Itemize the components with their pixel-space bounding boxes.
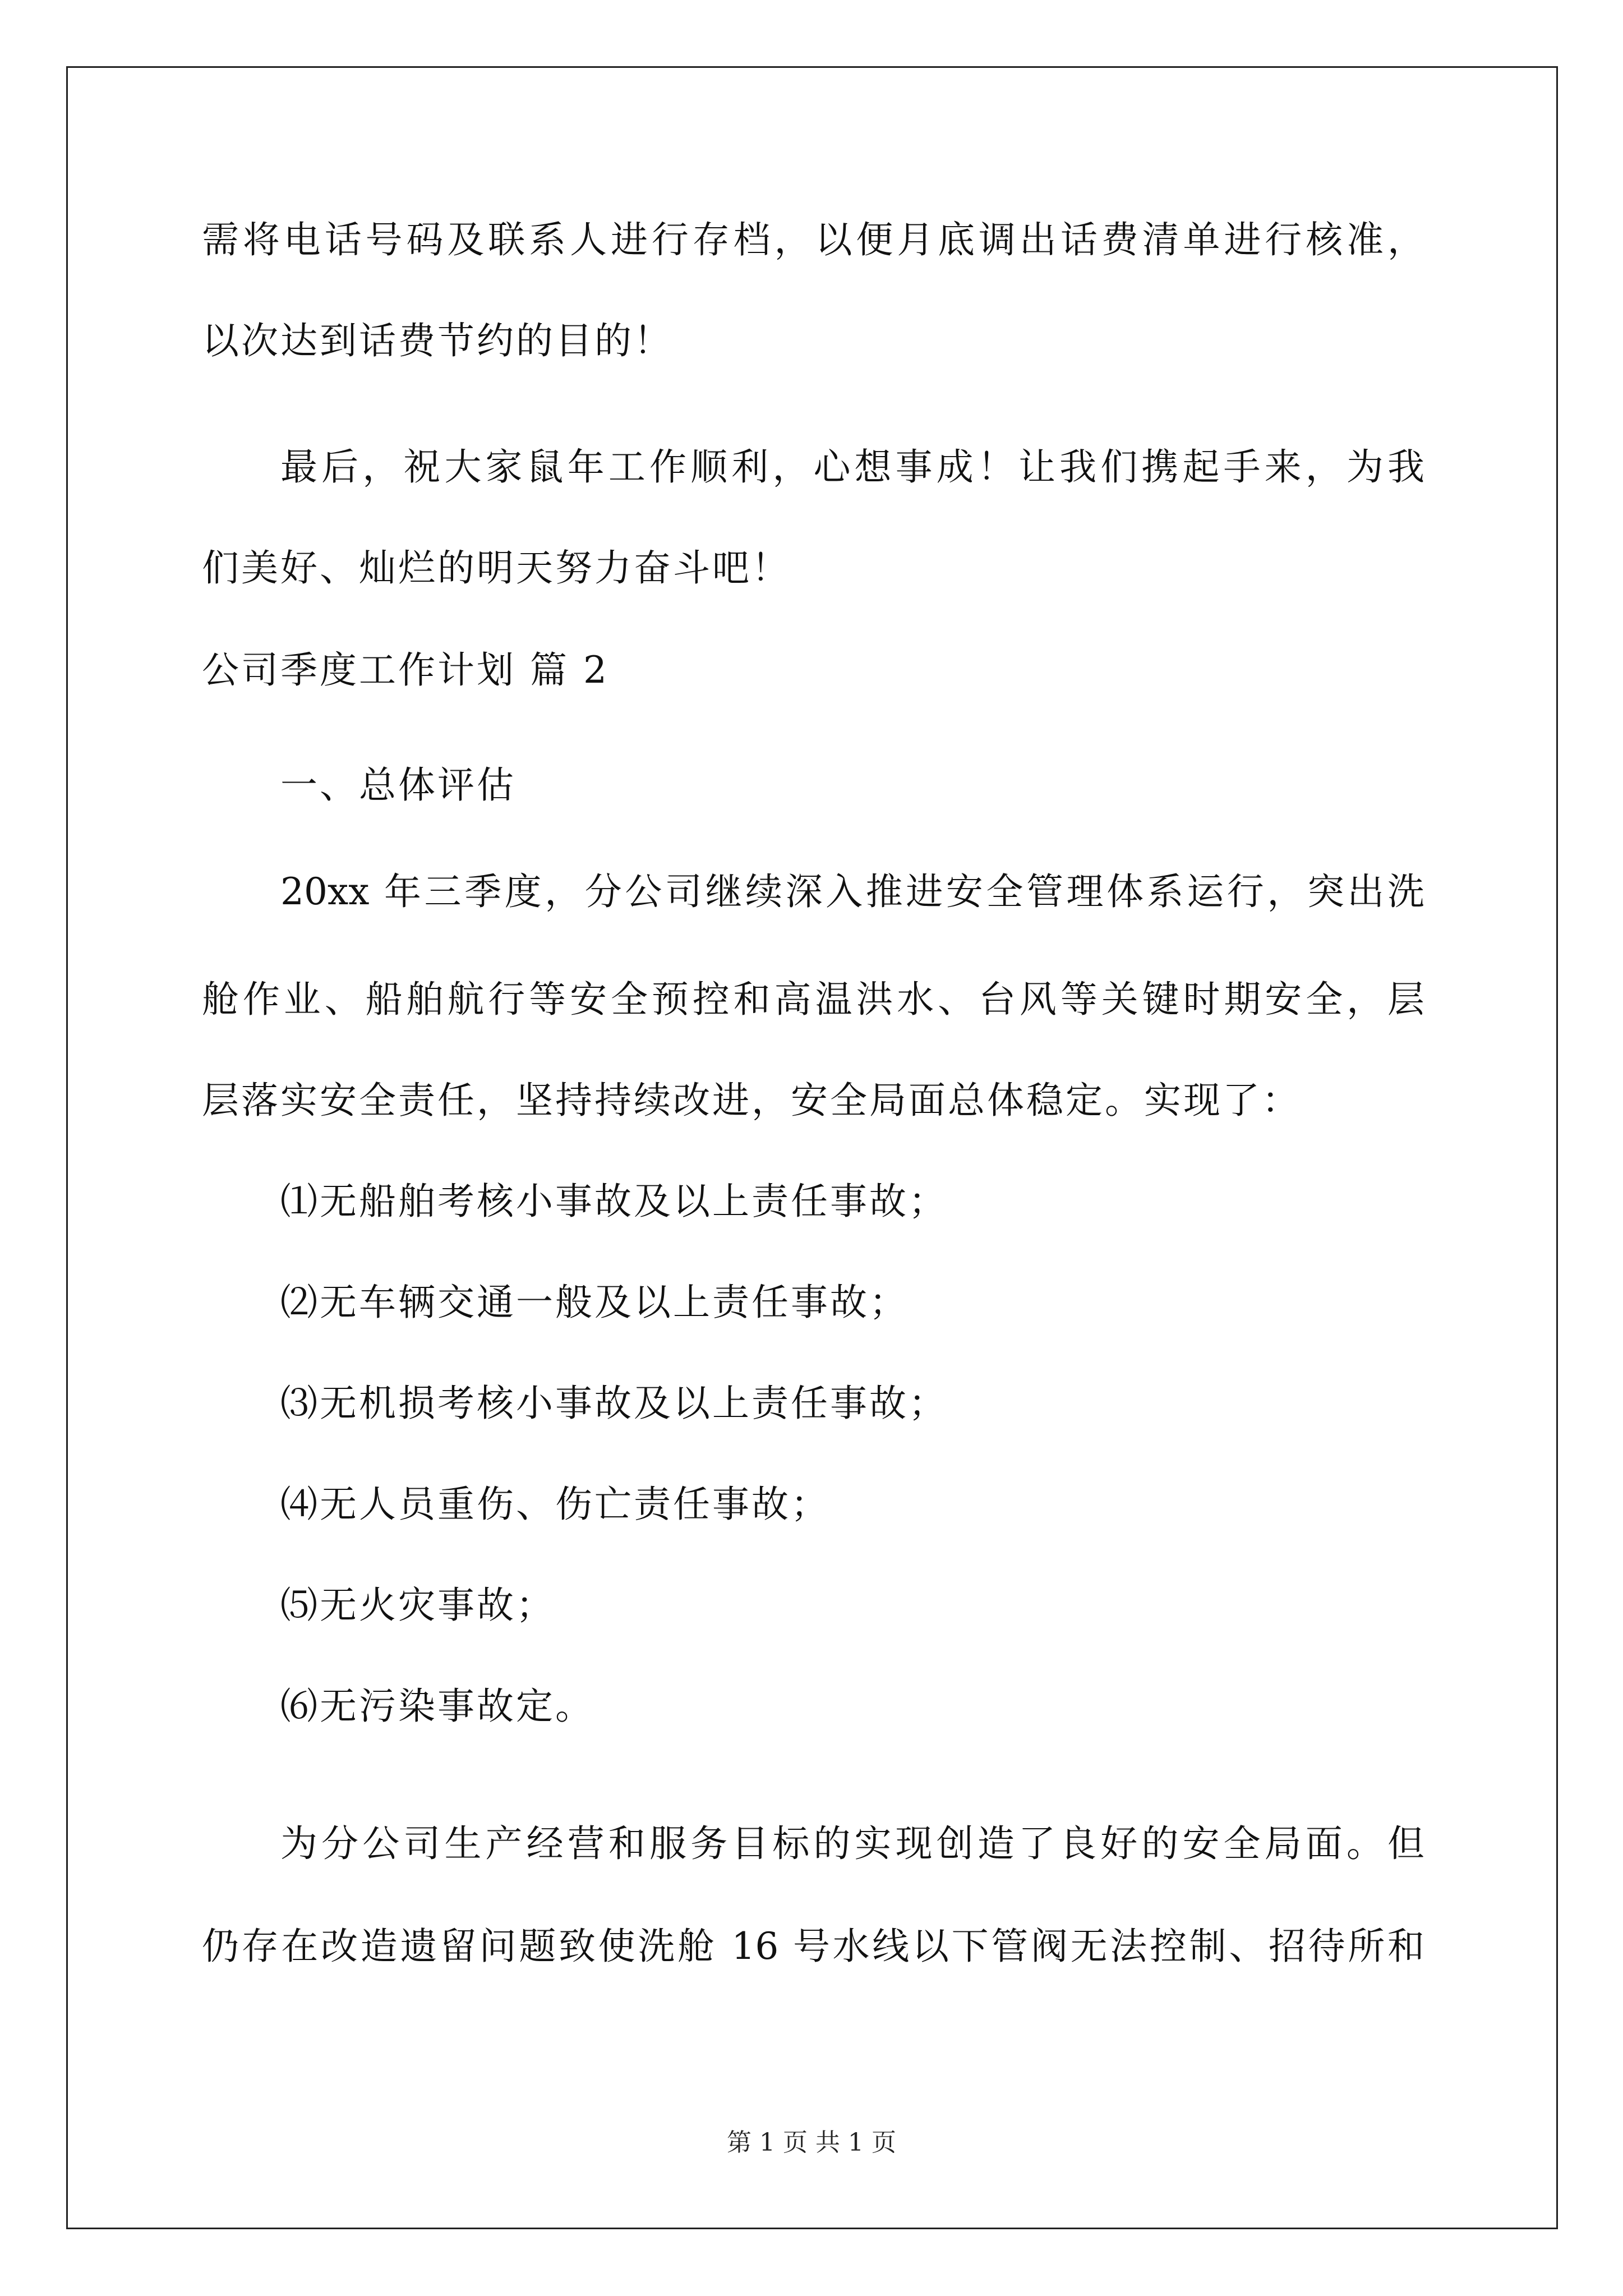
body-text-line: 层落实安全责任，坚持持续改进，安全局面总体稳定。实现了： <box>202 1079 1301 1122</box>
list-item: ⑹无污染事故定。 <box>280 1685 594 1728</box>
body-text-line: 为分公司生产经营和服务目标的实现创造了良好的安全局面。但 <box>280 1822 1424 1865</box>
body-text-line: 们美好、灿烂的明天努力奋斗吧！ <box>202 546 791 590</box>
body-text-line: 舱作业、船舶航行等安全预控和高温洪水、台风等关键时期安全，层 <box>202 978 1424 1021</box>
body-text-line: 20xx 年三季度，分公司继续深入推进安全管理体系运行，突出洗 <box>280 870 1424 913</box>
body-text-line: 需将电话号码及联系人进行存档，以便月底调出话费清单进行核准， <box>202 218 1424 261</box>
list-item: ⑸无火灾事故； <box>280 1584 555 1627</box>
list-item: ⑶无机损考核小事故及以上责任事故； <box>280 1382 948 1425</box>
page-border <box>66 66 1558 2229</box>
list-item: ⑴无船舶考核小事故及以上责任事故； <box>280 1180 948 1223</box>
section-heading: 公司季度工作计划 篇 2 <box>202 648 609 692</box>
subsection-heading: 一、总体评估 <box>280 763 516 807</box>
body-text-line: 仍存在改造遗留问题致使洗舱 16 号水线以下管阀无法控制、招待所和 <box>202 1925 1424 1968</box>
body-text-line: 最后，祝大家鼠年工作顺利，心想事成！让我们携起手来，为我 <box>280 445 1424 489</box>
page-number: 第 1 页 共 1 页 <box>727 2128 896 2157</box>
list-item: ⑵无车辆交通一般及以上责任事故； <box>280 1281 909 1324</box>
body-text-line: 以次达到话费节约的目的！ <box>202 319 673 362</box>
list-item: ⑷无人员重伤、伤亡责任事故； <box>280 1483 830 1526</box>
